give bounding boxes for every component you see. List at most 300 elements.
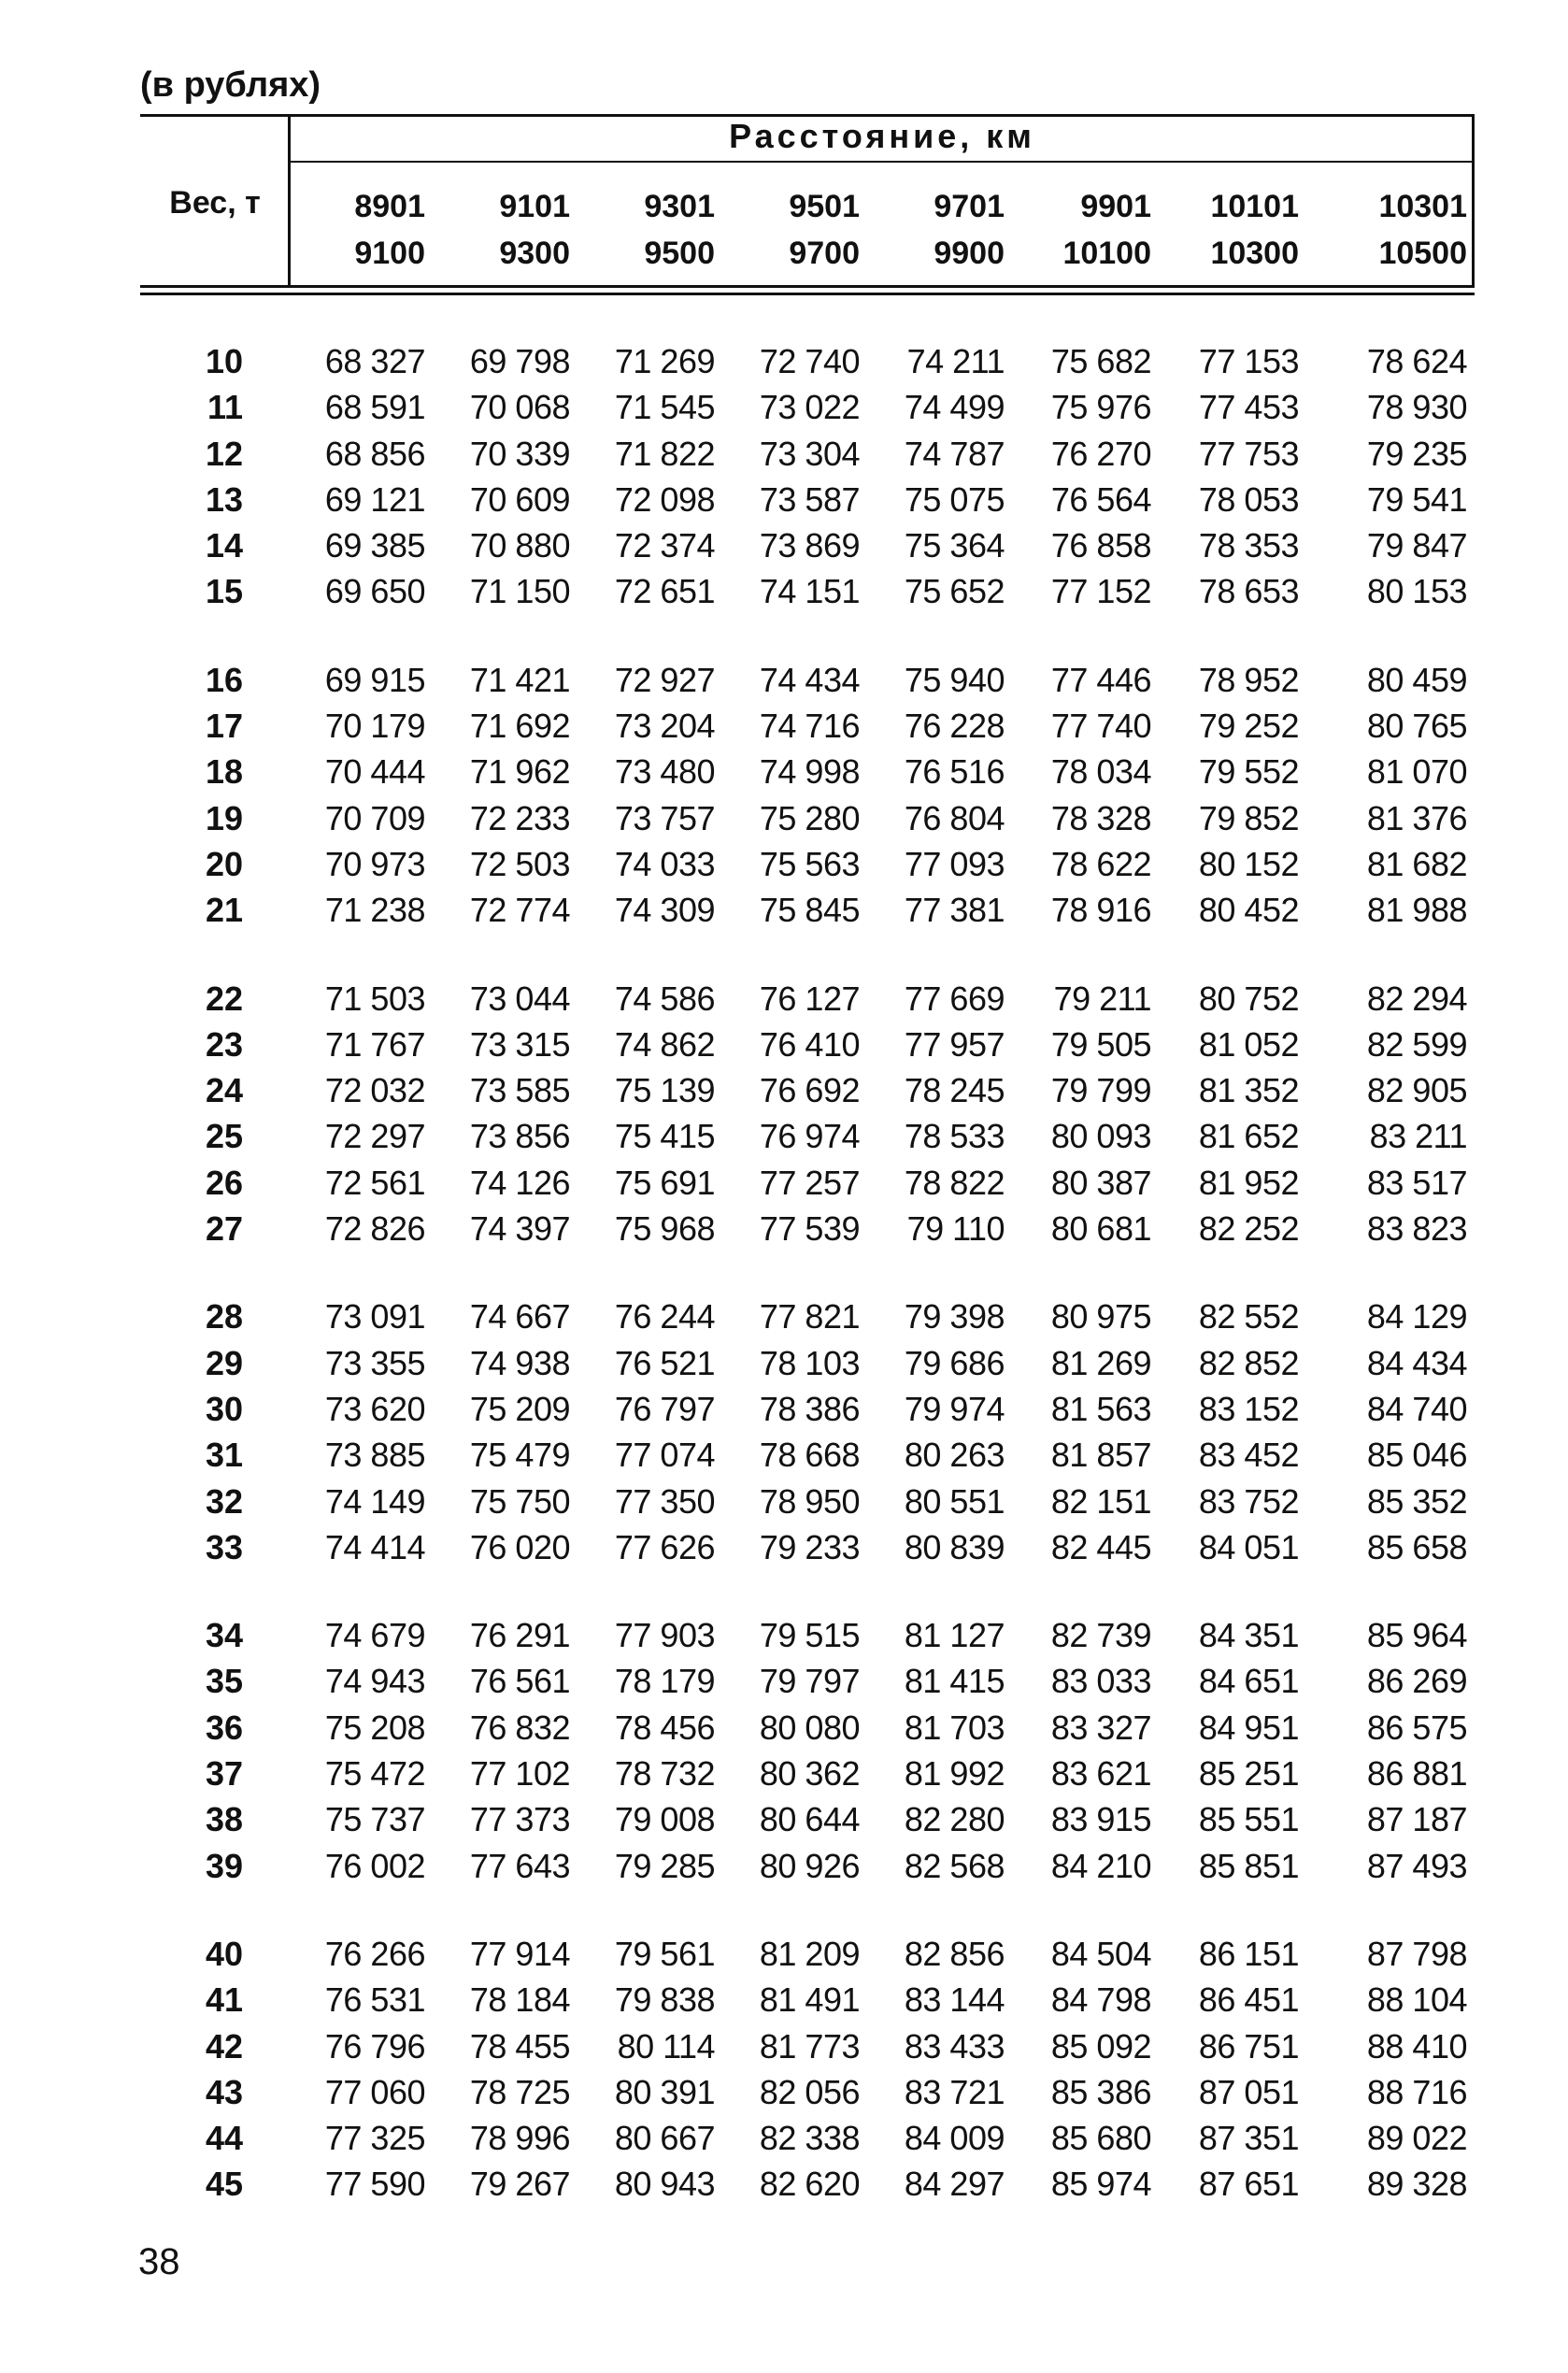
weight-cell: 34 — [205, 1616, 243, 1655]
price-cell: 74 309 — [614, 891, 715, 930]
weight-cell: 25 — [205, 1117, 243, 1156]
table-row — [140, 522, 1475, 568]
price-cell: 87 351 — [1198, 2119, 1299, 2158]
price-cell: 84 740 — [1366, 1389, 1467, 1428]
price-cell: 80 452 — [1198, 891, 1299, 930]
price-cell: 81 491 — [759, 1980, 860, 2020]
price-cell: 68 856 — [324, 434, 425, 473]
price-cell: 85 352 — [1366, 1481, 1467, 1521]
table-row — [140, 703, 1475, 749]
table-row — [140, 2069, 1475, 2115]
price-cell: 68 591 — [324, 388, 425, 427]
price-cell: 80 153 — [1366, 572, 1467, 611]
price-cell: 69 650 — [324, 572, 425, 611]
price-cell: 82 568 — [904, 1846, 1005, 1885]
price-cell: 76 521 — [614, 1343, 715, 1382]
weight-cell: 23 — [205, 1024, 243, 1064]
price-cell: 71 767 — [324, 1024, 425, 1064]
price-cell: 80 752 — [1198, 979, 1299, 1018]
price-cell: 87 187 — [1366, 1800, 1467, 1839]
price-cell: 75 652 — [904, 572, 1005, 611]
price-cell: 74 679 — [324, 1616, 425, 1655]
group-spacer — [140, 1570, 1475, 1612]
price-cell: 81 773 — [759, 2026, 860, 2066]
price-cell: 79 267 — [469, 2165, 570, 2204]
price-cell: 74 716 — [759, 707, 860, 746]
price-cell: 84 798 — [1050, 1980, 1151, 2020]
range-to: 9300 — [499, 236, 570, 271]
price-cell: 77 152 — [1050, 572, 1151, 611]
price-cell: 80 387 — [1050, 1163, 1151, 1202]
price-cell: 77 643 — [469, 1846, 570, 1885]
range-from: 9101 — [499, 189, 570, 224]
price-cell: 80 263 — [904, 1436, 1005, 1475]
price-cell: 81 127 — [904, 1616, 1005, 1655]
table-body — [140, 338, 1475, 2208]
price-cell: 80 459 — [1366, 660, 1467, 699]
price-cell: 73 885 — [324, 1436, 425, 1475]
price-cell: 71 269 — [614, 342, 715, 380]
weight-cell: 11 — [207, 388, 243, 427]
price-cell: 74 414 — [324, 1527, 425, 1566]
price-cell: 80 667 — [614, 2119, 715, 2158]
distance-range-2 — [439, 183, 570, 277]
price-cell: 86 881 — [1366, 1754, 1467, 1794]
table-row — [140, 2023, 1475, 2069]
price-cell: 85 551 — [1198, 1800, 1299, 1839]
price-cell: 76 266 — [324, 1934, 425, 1973]
price-cell: 86 451 — [1198, 1980, 1299, 2020]
table-row — [140, 1160, 1475, 1206]
price-cell: 75 208 — [324, 1708, 425, 1747]
price-cell: 79 008 — [614, 1800, 715, 1839]
price-cell: 79 797 — [759, 1662, 860, 1701]
price-cell: 79 235 — [1366, 434, 1467, 473]
price-cell: 73 757 — [614, 798, 715, 837]
price-cell: 71 503 — [324, 979, 425, 1018]
price-cell: 70 973 — [324, 844, 425, 883]
price-cell: 82 280 — [904, 1800, 1005, 1839]
range-to: 10300 — [1210, 236, 1299, 271]
weight-cell: 38 — [205, 1800, 243, 1839]
price-cell: 74 862 — [614, 1024, 715, 1064]
price-cell: 81 988 — [1366, 891, 1467, 930]
weight-cell: 42 — [205, 2026, 243, 2066]
price-cell: 84 951 — [1198, 1708, 1299, 1747]
price-cell: 69 385 — [324, 526, 425, 565]
price-cell: 71 545 — [614, 388, 715, 427]
price-cell: 81 352 — [1198, 1071, 1299, 1110]
range-from: 9701 — [934, 189, 1005, 224]
table-row — [140, 477, 1475, 522]
price-cell: 70 068 — [469, 388, 570, 427]
price-cell: 85 974 — [1050, 2165, 1151, 2204]
price-cell: 84 351 — [1198, 1616, 1299, 1655]
weight-cell: 36 — [205, 1708, 243, 1747]
price-cell: 79 211 — [1053, 979, 1151, 1018]
price-cell: 77 539 — [759, 1209, 860, 1249]
price-cell: 82 252 — [1198, 1209, 1299, 1249]
distance-range-6 — [1020, 183, 1151, 277]
weight-cell: 40 — [205, 1934, 243, 1973]
price-cell: 75 750 — [469, 1481, 570, 1521]
price-cell: 71 421 — [469, 660, 570, 699]
price-cell: 76 797 — [614, 1389, 715, 1428]
weight-cell: 17 — [205, 707, 243, 746]
price-cell: 84 129 — [1366, 1297, 1467, 1337]
table-row — [140, 749, 1475, 794]
table-row — [140, 338, 1475, 384]
price-cell: 77 903 — [614, 1616, 715, 1655]
price-cell: 82 905 — [1366, 1071, 1467, 1110]
table-row — [140, 568, 1475, 614]
price-cell: 72 297 — [324, 1117, 425, 1156]
price-cell: 69 798 — [469, 342, 570, 380]
price-cell: 71 692 — [469, 707, 570, 746]
price-cell: 72 927 — [614, 660, 715, 699]
price-cell: 87 798 — [1366, 1934, 1467, 1973]
range-to: 9900 — [934, 236, 1005, 271]
price-cell: 86 151 — [1198, 1934, 1299, 1973]
table-row — [140, 1113, 1475, 1159]
price-cell: 76 270 — [1050, 434, 1151, 473]
price-cell: 79 686 — [904, 1343, 1005, 1382]
price-cell: 68 327 — [324, 342, 425, 380]
price-cell: 83 211 — [1369, 1117, 1467, 1156]
price-cell: 82 294 — [1366, 979, 1467, 1018]
price-cell: 76 002 — [324, 1846, 425, 1885]
price-cell: 75 845 — [759, 891, 860, 930]
price-cell: 79 552 — [1198, 752, 1299, 792]
weight-cell: 37 — [205, 1754, 243, 1794]
weight-cell: 44 — [205, 2119, 243, 2158]
price-cell: 71 238 — [324, 891, 425, 930]
distance-range-3 — [584, 183, 715, 277]
price-cell: 75 364 — [904, 526, 1005, 565]
price-cell: 73 856 — [469, 1117, 570, 1156]
price-cell: 76 020 — [469, 1527, 570, 1566]
range-to: 9100 — [354, 236, 425, 271]
price-cell: 86 269 — [1366, 1662, 1467, 1701]
price-cell: 82 552 — [1198, 1297, 1299, 1337]
price-cell: 81 703 — [904, 1708, 1005, 1747]
price-cell: 79 233 — [759, 1527, 860, 1566]
weight-cell: 21 — [205, 891, 243, 930]
price-cell: 76 531 — [324, 1980, 425, 2020]
price-cell: 77 453 — [1198, 388, 1299, 427]
table-row — [140, 1931, 1475, 1977]
price-cell: 70 609 — [469, 479, 570, 519]
price-cell: 77 669 — [904, 979, 1005, 1018]
price-cell: 81 052 — [1198, 1024, 1299, 1064]
price-cell: 80 943 — [614, 2165, 715, 2204]
price-cell: 77 753 — [1198, 434, 1299, 473]
price-cell: 75 472 — [324, 1754, 425, 1794]
price-cell: 76 804 — [904, 798, 1005, 837]
price-cell: 72 503 — [469, 844, 570, 883]
price-cell: 72 098 — [614, 479, 715, 519]
table-row — [140, 1705, 1475, 1751]
price-cell: 86 751 — [1198, 2026, 1299, 2066]
range-to: 9500 — [644, 236, 715, 271]
price-cell: 73 091 — [324, 1297, 425, 1337]
range-from: 10301 — [1378, 189, 1467, 224]
price-cell: 87 051 — [1198, 2072, 1299, 2111]
table-row — [140, 384, 1475, 430]
price-cell: 73 585 — [469, 1071, 570, 1110]
price-cell: 74 434 — [759, 660, 860, 699]
table-row — [140, 1294, 1475, 1339]
price-cell: 81 070 — [1366, 752, 1467, 792]
price-cell: 80 362 — [759, 1754, 860, 1794]
price-cell: 87 493 — [1366, 1846, 1467, 1885]
price-cell: 78 930 — [1366, 388, 1467, 427]
price-cell: 76 832 — [469, 1708, 570, 1747]
price-cell: 79 541 — [1366, 479, 1467, 519]
price-cell: 74 126 — [469, 1163, 570, 1202]
price-cell: 79 974 — [904, 1389, 1005, 1428]
price-cell: 78 653 — [1198, 572, 1299, 611]
price-cell: 78 353 — [1198, 526, 1299, 565]
price-cell: 74 667 — [469, 1297, 570, 1337]
price-cell: 78 034 — [1050, 752, 1151, 792]
weight-cell: 31 — [205, 1436, 243, 1475]
price-cell: 77 914 — [469, 1934, 570, 1973]
range-to: 10100 — [1062, 236, 1151, 271]
header-bottom-rule-2 — [140, 293, 1475, 295]
price-cell: 80 391 — [614, 2072, 715, 2111]
price-cell: 76 228 — [904, 707, 1005, 746]
price-cell: 70 339 — [469, 434, 570, 473]
price-cell: 76 692 — [759, 1071, 860, 1110]
price-cell: 80 975 — [1050, 1297, 1151, 1337]
price-cell: 89 022 — [1366, 2119, 1467, 2158]
distance-range-1 — [294, 183, 425, 277]
price-cell: 83 915 — [1050, 1800, 1151, 1839]
weight-cell: 33 — [205, 1527, 243, 1566]
weight-cell: 32 — [205, 1481, 243, 1521]
price-cell: 77 102 — [469, 1754, 570, 1794]
price-cell: 78 950 — [759, 1481, 860, 1521]
table-row — [140, 2115, 1475, 2161]
weight-cell: 20 — [205, 844, 243, 883]
price-cell: 75 075 — [904, 479, 1005, 519]
price-cell: 84 009 — [904, 2119, 1005, 2158]
range-from: 9901 — [1080, 189, 1151, 224]
range-from: 9501 — [789, 189, 860, 224]
price-cell: 73 204 — [614, 707, 715, 746]
price-cell: 78 179 — [614, 1662, 715, 1701]
price-cell: 88 716 — [1366, 2072, 1467, 2111]
table-row — [140, 841, 1475, 887]
weight-cell: 10 — [205, 342, 243, 380]
price-cell: 73 315 — [469, 1024, 570, 1064]
table-row — [140, 1432, 1475, 1478]
price-cell: 85 964 — [1366, 1616, 1467, 1655]
price-cell: 88 410 — [1366, 2026, 1467, 2066]
price-cell: 73 587 — [759, 479, 860, 519]
price-cell: 80 926 — [759, 1846, 860, 1885]
price-cell: 81 563 — [1050, 1389, 1151, 1428]
weight-cell: 18 — [205, 752, 243, 792]
price-cell: 75 940 — [904, 660, 1005, 699]
price-cell: 80 765 — [1366, 707, 1467, 746]
price-cell: 76 858 — [1050, 526, 1151, 565]
price-cell: 74 998 — [759, 752, 860, 792]
range-to: 9700 — [789, 236, 860, 271]
price-cell: 85 658 — [1366, 1527, 1467, 1566]
table-row — [140, 1612, 1475, 1658]
price-cell: 83 721 — [904, 2072, 1005, 2111]
price-cell: 83 033 — [1050, 1662, 1151, 1701]
price-cell: 85 092 — [1050, 2026, 1151, 2066]
price-cell: 83 144 — [904, 1980, 1005, 2020]
price-cell: 74 033 — [614, 844, 715, 883]
price-cell: 75 479 — [469, 1436, 570, 1475]
price-cell: 75 280 — [759, 798, 860, 837]
price-cell: 79 252 — [1198, 707, 1299, 746]
price-cell: 80 114 — [617, 2026, 715, 2066]
price-cell: 73 480 — [614, 752, 715, 792]
price-cell: 88 104 — [1366, 1980, 1467, 2020]
page-number: 38 — [138, 2241, 180, 2282]
table-row — [140, 2161, 1475, 2207]
price-cell: 82 852 — [1198, 1343, 1299, 1382]
weight-cell: 29 — [205, 1343, 243, 1382]
price-cell: 75 415 — [614, 1117, 715, 1156]
weight-cell: 13 — [205, 479, 243, 519]
price-cell: 80 839 — [904, 1527, 1005, 1566]
price-cell: 77 350 — [614, 1481, 715, 1521]
price-cell: 81 376 — [1366, 798, 1467, 837]
price-cell: 80 551 — [904, 1481, 1005, 1521]
price-cell: 79 561 — [614, 1934, 715, 1973]
weight-cell: 14 — [205, 526, 243, 565]
price-cell: 73 869 — [759, 526, 860, 565]
price-cell: 78 053 — [1198, 479, 1299, 519]
weight-cell: 28 — [205, 1297, 243, 1337]
price-cell: 77 740 — [1050, 707, 1151, 746]
price-cell: 78 533 — [904, 1117, 1005, 1156]
price-cell: 77 074 — [614, 1436, 715, 1475]
weight-cell: 12 — [205, 434, 243, 473]
price-cell: 79 852 — [1198, 798, 1299, 837]
price-cell: 73 355 — [324, 1343, 425, 1382]
price-cell: 78 668 — [759, 1436, 860, 1475]
price-cell: 89 328 — [1366, 2165, 1467, 2204]
price-cell: 70 444 — [324, 752, 425, 792]
price-cell: 79 110 — [906, 1209, 1005, 1249]
table-row — [140, 887, 1475, 933]
table-row — [140, 431, 1475, 477]
table-row — [140, 1206, 1475, 1251]
price-cell: 85 386 — [1050, 2072, 1151, 2111]
price-cell: 81 269 — [1050, 1343, 1151, 1382]
price-cell: 79 799 — [1050, 1071, 1151, 1110]
price-cell: 78 725 — [469, 2072, 570, 2111]
price-cell: 74 149 — [324, 1481, 425, 1521]
price-cell: 79 505 — [1050, 1024, 1151, 1064]
price-cell: 84 651 — [1198, 1662, 1299, 1701]
price-cell: 78 184 — [469, 1980, 570, 2020]
price-cell: 85 046 — [1366, 1436, 1467, 1475]
price-cell: 76 244 — [614, 1297, 715, 1337]
range-from: 8901 — [354, 189, 425, 224]
price-cell: 76 291 — [469, 1616, 570, 1655]
weight-cell: 15 — [205, 572, 243, 611]
price-cell: 74 151 — [759, 572, 860, 611]
price-cell: 84 434 — [1366, 1343, 1467, 1382]
group-spacer — [140, 934, 1475, 976]
price-cell: 78 624 — [1366, 342, 1467, 380]
price-cell: 72 233 — [469, 798, 570, 837]
price-cell: 77 373 — [469, 1800, 570, 1839]
price-cell: 78 103 — [759, 1343, 860, 1382]
price-cell: 84 051 — [1198, 1527, 1299, 1566]
price-cell: 83 433 — [904, 2026, 1005, 2066]
weight-cell: 19 — [205, 798, 243, 837]
price-cell: 83 327 — [1050, 1708, 1151, 1747]
price-cell: 74 943 — [324, 1662, 425, 1701]
price-cell: 78 386 — [759, 1389, 860, 1428]
table-row — [140, 1386, 1475, 1432]
distance-range-8 — [1336, 183, 1467, 277]
price-cell: 82 338 — [759, 2119, 860, 2158]
price-cell: 73 044 — [469, 979, 570, 1018]
price-cell: 75 737 — [324, 1800, 425, 1839]
weight-cell: 24 — [205, 1071, 243, 1110]
price-cell: 78 996 — [469, 2119, 570, 2158]
price-cell: 74 787 — [904, 434, 1005, 473]
price-cell: 72 561 — [324, 1163, 425, 1202]
price-cell: 76 516 — [904, 752, 1005, 792]
price-cell: 72 651 — [614, 572, 715, 611]
price-cell: 75 209 — [469, 1389, 570, 1428]
price-cell: 78 732 — [614, 1754, 715, 1794]
price-cell: 80 080 — [759, 1708, 860, 1747]
price-cell: 71 962 — [469, 752, 570, 792]
price-cell: 76 410 — [759, 1024, 860, 1064]
price-cell: 83 621 — [1050, 1754, 1151, 1794]
price-cell: 84 504 — [1050, 1934, 1151, 1973]
price-cell: 70 709 — [324, 798, 425, 837]
table-row — [140, 1022, 1475, 1067]
price-cell: 84 210 — [1050, 1846, 1151, 1885]
price-cell: 78 822 — [904, 1163, 1005, 1202]
table-row — [140, 657, 1475, 703]
price-cell: 79 285 — [614, 1846, 715, 1885]
price-cell: 85 251 — [1198, 1754, 1299, 1794]
price-cell: 80 681 — [1050, 1209, 1151, 1249]
price-cell: 71 150 — [469, 572, 570, 611]
group-spacer — [140, 615, 1475, 657]
range-from: 9301 — [644, 189, 715, 224]
price-cell: 73 304 — [759, 434, 860, 473]
range-to: 10500 — [1378, 236, 1467, 271]
price-cell: 78 245 — [904, 1071, 1005, 1110]
price-cell: 76 561 — [469, 1662, 570, 1701]
price-cell: 77 060 — [324, 2072, 425, 2111]
price-cell: 79 515 — [759, 1616, 860, 1655]
table-row — [140, 1977, 1475, 2023]
unit-label: (в рублях) — [140, 65, 321, 105]
price-cell: 79 838 — [614, 1980, 715, 2020]
price-cell: 76 127 — [759, 979, 860, 1018]
table-row — [140, 1067, 1475, 1113]
range-from: 10101 — [1210, 189, 1299, 224]
price-cell: 78 916 — [1050, 891, 1151, 930]
price-cell: 81 415 — [904, 1662, 1005, 1701]
